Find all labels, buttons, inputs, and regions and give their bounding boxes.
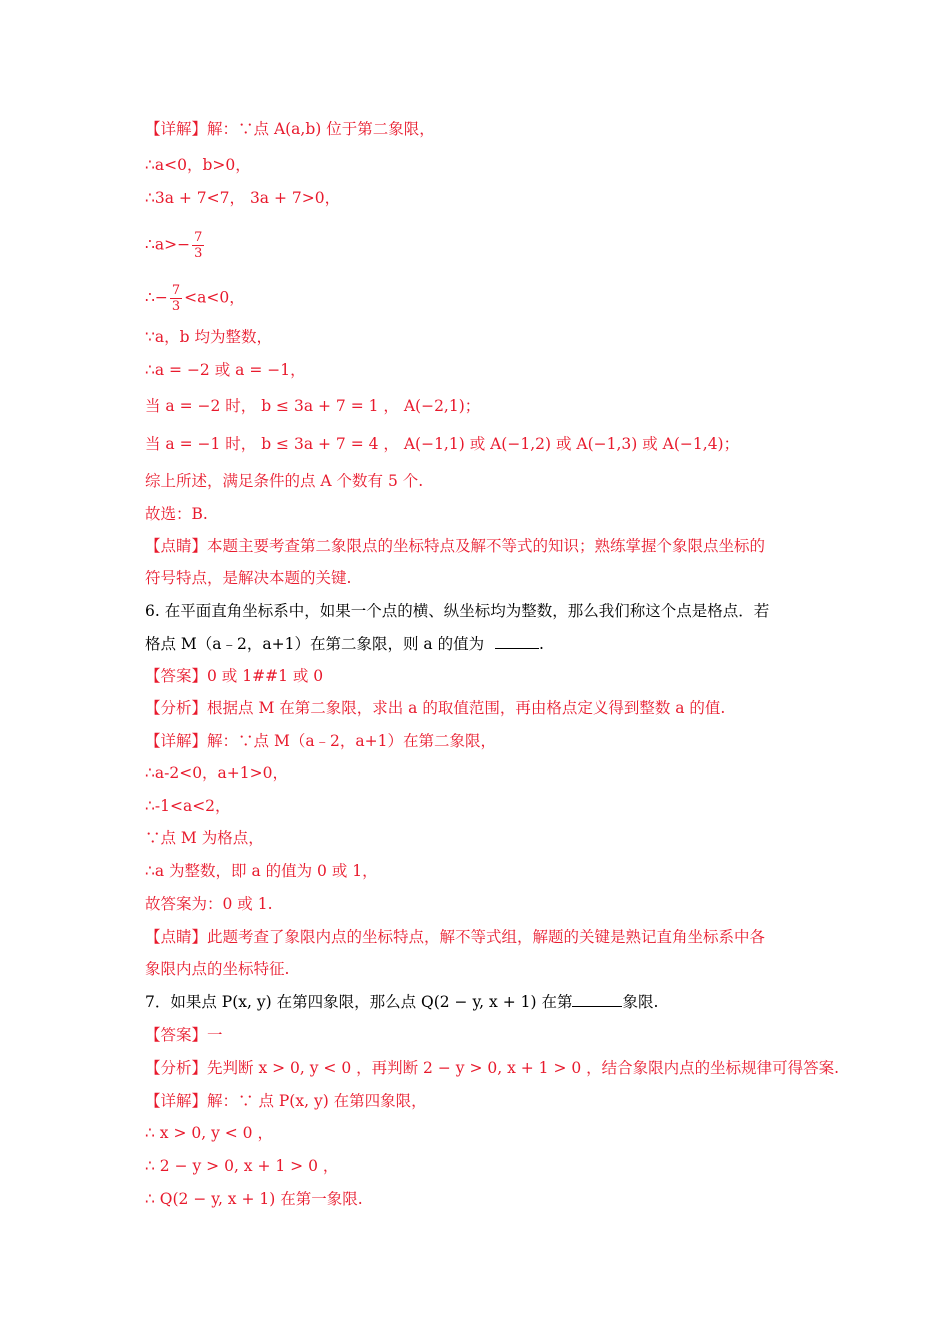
q6-stem-line-1: 6. 在平面直角坐标系中，如果一个点的横、纵坐标均为整数，那么我们称这个点是格点．若 [145, 602, 770, 620]
q7-stem-line [145, 991, 820, 1013]
q5-step-4-numerator: 7 [171, 283, 181, 298]
q6-review-tag: 【点睛】 [145, 928, 208, 946]
q5-review-line-1 [145, 535, 820, 557]
q6-review-text-1: 此题考查了象限内点的坐标特点，解不等式组，解题的关键是熟记直角坐标系中各 [207, 928, 766, 946]
q5-step-10: 故选：B. [145, 505, 208, 523]
q5-step-2: ∴3a + 7<7， 3a + 7>0， [145, 189, 341, 207]
q5-step-4-prefix: ∴− [145, 288, 168, 307]
q5-step-3-numerator: 7 [194, 230, 203, 245]
q6-detail-line [145, 730, 820, 752]
q5-review-text-1: 本题主要考查第二象限点的坐标特点及解不等式的知识；熟练掌握个象限点坐标的 [207, 537, 766, 555]
q6-review-line-2: 象限内点的坐标特征. [145, 960, 290, 978]
q7-stem-end: 象限. [622, 993, 659, 1011]
q7-analysis-tag: 【分析】 [145, 1059, 208, 1077]
q6-step-3: ∵点 M 为格点， [145, 829, 264, 847]
q5-detail-line [145, 118, 820, 140]
q5-review-tag: 【点睛】 [145, 537, 208, 555]
q6-step-2: ∴-1<a<2， [145, 797, 231, 815]
q7-detail-text: 解：∵ 点 P(x, y) 在第四象限， [207, 1092, 427, 1110]
q5-step-3-prefix: ∴a>− [145, 235, 191, 254]
q5-step-4-fraction [170, 283, 182, 314]
q7-analysis-text: 先判断 x > 0, y < 0 ，再判断 2 − y > 0, x + 1 > 0 ，结合象限内点的坐标规律可得答案. [207, 1059, 840, 1077]
q6-stem-line-2 [145, 633, 820, 655]
q5-review-line-2: 符号特点，是解决本题的关键. [145, 569, 352, 587]
q7-step-2: ∴ 2 − y > 0, x + 1 > 0 ， [145, 1157, 339, 1175]
q6-detail-tag: 【详解】 [145, 732, 208, 750]
q6-step-5: 故答案为：0 或 1. [145, 895, 273, 913]
q6-stem-text: 格点 M（a﹣2，a+1）在第二象限，则 a 的值为 [145, 635, 485, 653]
q5-step-3 [145, 230, 820, 261]
q6-analysis-text: 根据点 M 在第二象限，求出 a 的取值范围，再由格点定义得到整数 a 的值. [207, 699, 726, 717]
q5-step-8: 当 a = −1 时， b ≤ 3a + 7 = 4 ， A(−1,1) 或 A(−1,2) 或 A(−1,3) 或 A(−1,4)； [145, 435, 740, 453]
q7-detail-tag: 【详解】 [145, 1092, 208, 1110]
q6-answer-text: 0 或 1##1 或 0 [207, 667, 324, 685]
q6-stem-end: . [539, 635, 544, 653]
q7-answer-blank [572, 1006, 622, 1007]
q7-step-3: ∴ Q(2 − y, x + 1) 在第一象限. [145, 1190, 363, 1208]
q6-answer-blank [495, 648, 539, 649]
q6-analysis-tag: 【分析】 [145, 699, 208, 717]
q5-step-7: 当 a = −2 时， b ≤ 3a + 7 = 1 ， A(−2,1)； [145, 397, 481, 415]
q7-answer-tag: 【答案】 [145, 1026, 208, 1044]
q7-answer-text: 一 [207, 1026, 223, 1044]
q5-detail-tag: 【详解】 [145, 120, 208, 138]
q5-step-4-denominator: 3 [171, 299, 181, 314]
q5-step-9: 综上所述，满足条件的点 A 个数有 5 个. [145, 472, 424, 490]
q5-step-5: ∵a，b 均为整数， [145, 328, 272, 346]
q5-step-1: ∴a<0，b>0， [145, 156, 251, 174]
q5-detail-text: 解：∵点 A(a,b) 位于第二象限， [207, 120, 435, 138]
q7-detail-line [145, 1090, 820, 1112]
q5-step-3-fraction [192, 230, 204, 261]
q6-answer-tag: 【答案】 [145, 667, 208, 685]
q5-step-4 [145, 283, 820, 314]
q7-analysis-line [145, 1057, 840, 1079]
q7-answer-line [145, 1024, 820, 1046]
q6-step-4: ∴a 为整数，即 a 的值为 0 或 1， [145, 862, 378, 880]
q5-step-6: ∴a = −2 或 a = −1， [145, 361, 306, 379]
q7-stem-text: 7．如果点 P(x, y) 在第四象限，那么点 Q(2 − y, x + 1) 在第 [145, 993, 573, 1011]
q6-analysis-line [145, 697, 820, 719]
q6-review-line-1 [145, 926, 820, 948]
q5-step-4-suffix: <a<0， [184, 288, 245, 307]
q5-step-3-denominator: 3 [194, 246, 203, 261]
q6-detail-text: 解：∵点 M（a﹣2，a+1）在第二象限， [207, 732, 497, 750]
q6-answer-line [145, 665, 820, 687]
q7-step-1: ∴ x > 0, y < 0 ， [145, 1124, 273, 1142]
q6-step-1: ∴a-2<0，a+1>0， [145, 764, 288, 782]
